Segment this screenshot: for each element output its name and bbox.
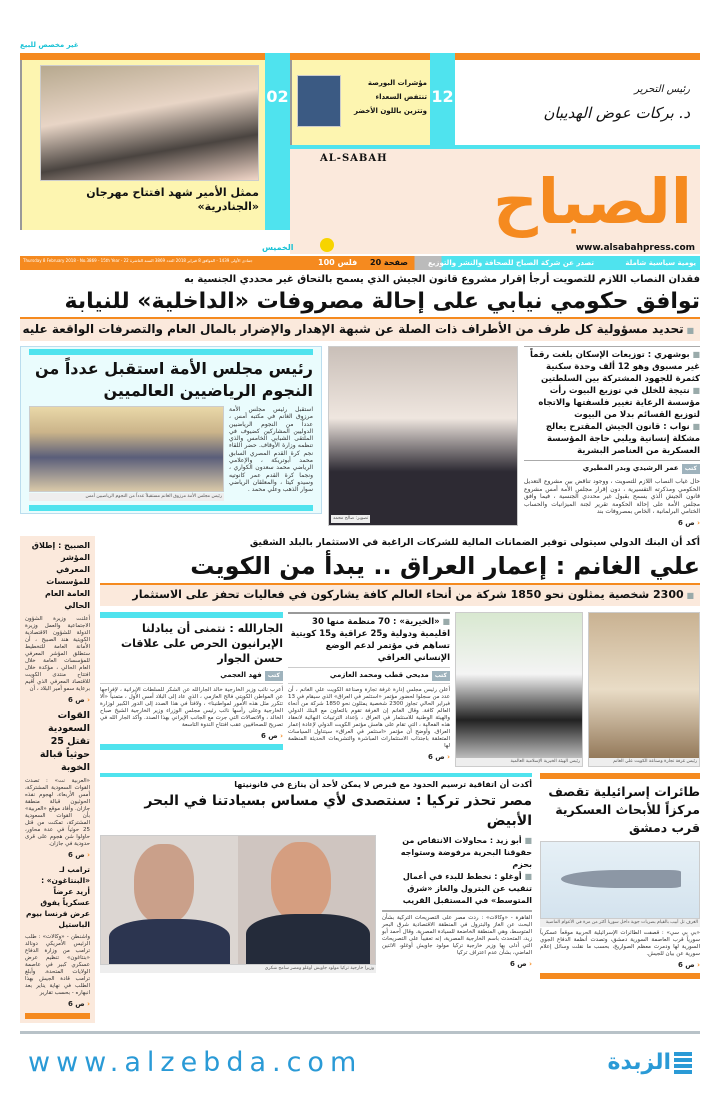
footer-logo: [608, 1049, 692, 1077]
teaser-mid-photo: [297, 75, 341, 127]
info-price: 100 فلس: [318, 258, 358, 267]
iraq-body: أعلن رئيس مجلس إدارة غرفة تجارة وصناعة الكويت علي الغانم ، أن عدد من سجلوا لحضور مؤتمر «استثمر في العراق» الذي سيقام في 13 فبراير الحالي تجاوز 2300 شخصية يمثلون نحو 1850 شركة من أنحاء العالم كافة. وقال الغانم إن الغرفة تقوم بالتعاون مع البنك الدولي والهيئة الوطنية للاستثمار في العراق ، بإعداد الترتيبات النهائية لانعقاد هذه الفعالية ، التي تقام على هامش مؤتمر الكويت الدولي لإعادة إعمار العراق. وأوضح أن مؤتمر «استثمر في العراق» سيتناول السياسات المتعلقة باجتذاب الاستثمارات المباشرة والتشريعات الحديثة المنظمة لها: [288, 686, 450, 749]
sidebar-body: أعلنت وزيرة الشؤون الاجتماعية والعمل وزيرة الدولة للشؤون الاقتصادية الكويتية هند الصبيح ، أن الأمانة العامة للتخطيط ستطلق المؤشر المعرفي للمؤسسات العامة خلال العام الحالي ، مؤكدة خلال افتتاح منتدى الكويت للاقتصاد المعرفي الذي أقيم برعاية سمو أمير البلاد ، أن: [25, 615, 90, 692]
masthead: [20, 53, 700, 256]
masthead-top-bar: [20, 53, 700, 60]
jarallah-headline: الجارالله : نتمنى أن يبادلنا الإيرانيون الحرص على علاقات حسن الجوار: [121, 621, 283, 665]
footer-logo-text: الزبدة: [607, 1049, 671, 1075]
iraq-headline: علي الغانم : إعمار العراق .. يبدأ من الكويت: [190, 551, 700, 580]
day-label: الخميس: [262, 243, 294, 252]
jarallah-body: أعرب نائب وزير الخارجية خالد الجارالله عن الشكر للسلطات الإيرانية ، لإفراجها عن المواطن الكويتي فالح العازمي ، الذي عاد إلى البلاد أمس الأول ، متمنياً «ألا تتكرر مثل هذه الأمور لمواطنينا» ، ولافتاً في هذا الصدد إلى الدور الكبير لوزارة الخارجية وعلى رأسها نائب رئيس مجلس الوزراء وزير الخارجية الشيخ صباح الخالد ، والاتصالات التي جرت مع الجانب الإيراني بهذا الصدد. وأكد الجار الله في تصريح للصحافيين عقب افتتاح الندوة التاسعة: [100, 686, 283, 728]
egypt-headline: مصر تحذر تركيا : سنتصدى لأي مساس بسيادتنا في البحر الأبيض: [144, 792, 532, 829]
lead-bullets: [524, 346, 700, 528]
bottom-bar-left: [25, 1013, 90, 1019]
teaser-left-page-number: 02: [266, 87, 289, 106]
lead-page-ref[interactable]: ‹ ص 6: [524, 518, 700, 528]
lead-photo: [328, 346, 518, 526]
egypt-photo: [100, 835, 376, 965]
lead-bullet: ■ نتيجة للخلل في توزيع البيوت رأت مؤسسة الرعاية تغيير فلسفتها والاتجاه لتوزيع القسائم بدلا من البيوت: [524, 385, 700, 421]
teaser-mid-line: وتتزين باللون الأخضر: [353, 107, 427, 115]
egypt-israel-row: [100, 773, 700, 979]
byline-tag: كتب: [432, 671, 450, 681]
egypt-bullet: ■ أوغلو : نخطط للبدء في أعمال تنقيب عن البترول والغاز «شرق المتوسط» في المستقبل القريب: [382, 871, 532, 907]
lead-subhead: ■ تحديد مسؤولية كل طرف من الأطراف ذات الصلة عن شبهة الإهدار والإضرار بالمال العام والتصرفات الواقعة عليه: [20, 319, 700, 341]
lead-bullet: ■ بوشهري : توزيعات الإسكان بلغت رقماً غير مسبوق وهو 12 ألف وحدة سكنية كثمرة للجهود المشتركة بين السلطتين: [524, 349, 700, 385]
iraq-side-article: [288, 612, 450, 762]
footer-url[interactable]: www.alzebda.com: [28, 1046, 363, 1078]
sidebar-headline: الصبيح : إطلاق المؤشر المعرفي للمؤسسات العامة العام الحالي: [31, 540, 90, 610]
footer: [20, 1046, 700, 1080]
iraq-photo-1: [588, 612, 700, 767]
bottom-bar-right: [540, 973, 700, 979]
teaser-mid-line: تنتفض السعداء: [375, 93, 427, 101]
sidebar-headline: القوات السعودية تقتل 25 حوثياً قبالة الخوبة: [39, 709, 90, 773]
egypt-body: القاهرة - «وكالات» : ردت مصر على التصريحات التركية بشأن البحث عن الغاز والبترول في المنطقة الاقتصادية شرق البحر المتوسط، وهي المنطقة الخاضعة للسيادة المصرية. وقال أحمد أبو زيد، المتحدث باسم الخارجية المصرية، إنه تعقيباً على التصريحات التي أدلى بها وزير خارجية تركيا مولود جاويش أوغلو، الاثنين الماضي، بشأن عدم اعتراف تركيا: [382, 914, 532, 956]
iraq-side-headline: ■ «الخيرية» : 70 منظمة منها 30 اقليمية ودولية و25 عراقية و15 كويتية تساهم في مؤتمر لدعم الوضع الإنساني العراقي: [288, 616, 450, 664]
iraq-page-ref[interactable]: ‹ ص 6: [288, 752, 450, 762]
teaser-mid-line: مؤشرات البورصة: [367, 79, 427, 87]
speaker-caption: رئيس مجلس الأمة مرزوق الغانم مستقبلاً عدداً من النجوم الرياضيين أمس: [29, 493, 224, 501]
iraq-photo-2: [455, 612, 583, 767]
israel-photo: [540, 841, 700, 919]
editor-label: رئيس التحرير: [634, 84, 690, 95]
egypt-page-ref[interactable]: ‹ ص 6: [382, 959, 532, 969]
main-column: [100, 536, 700, 979]
teaser-mid-page-number: 12: [431, 87, 454, 106]
lead-kicker: فقدان النصاب اللازم للتصويت أرجأ إقرار مشروع قانون الجيش الذي يسمح بالتحاق غير محددي الجنسية به: [184, 274, 700, 285]
sidebar-page-ref[interactable]: ‹ ص 6: [25, 999, 90, 1009]
egypt-caption: وزيرا خارجية تركيا مولود جاويش أوغلو ومصر سامح شكري: [100, 965, 376, 973]
info-publisher: تصدر عن شركة الصباح للصحافة والنشر والتوزيع: [428, 259, 594, 267]
israel-body: «بي بي سي» : قصفت الطائرات الإسرائيلية الحربية موقعاً عسكرياً سورياً قرب العاصمة السورية دمشق، وتصدت أنظمة الدفاع الجوي السورية لها ودمرت معظم الصواريخ، بحسب ما نقلت وسائل إعلام سورية عن بيان للجيش.: [540, 929, 700, 957]
israel-top-bar: [540, 773, 700, 779]
israel-caption: الغرف تل أبيب بالقيام بضربات جوية داخل سوريا أكثر من مرة في الأعوام الماضية: [540, 919, 700, 927]
egypt-top-bar: [100, 773, 532, 777]
iraq-subhead: ■ 2300 شخصية يمثلون نحو 1850 شركة من أنحاء العالم كافة يشاركون في فعاليات تحفز على الاستثمار: [100, 585, 700, 606]
lead-byline: عمر الرشيدي وبدر المطيري: [582, 464, 679, 472]
lower-section: [20, 536, 700, 1023]
teaser-mid: [290, 60, 430, 145]
lead-body: حال غياب النصاب اللازم للتصويت ، ووجود تناقض بين مشروع التعديل الحكومي ومذكرته التفسيرية ، دون إقرار مجلس الأمة أمس مشروع قانون الجيش الذي يسمح بقبول غير محددي الجنسية ، فيما وافق مجلس الأمة على إحالة الحكومة تقرير لجنة الميزانيات والحساب الختامي البرلمانية ، الخاص بمصروفات بند: [524, 478, 700, 515]
egypt-kicker: أكدت أن اتفاقية ترسيم الحدود مع قبرص لا يمكن لأحد أن ينازع في قانونيتها: [234, 779, 532, 789]
lead-bullet: ■ نواب : قانون الجيش المقترح يعالج مشكلة إنسانية ويلبي حاجة المؤسسة العسكرية من العناصر البشرية: [524, 421, 700, 457]
speaker-photo: [29, 406, 224, 492]
lead-row: [20, 346, 700, 528]
footer-menu-icon: [674, 1052, 692, 1074]
logo-en: AL-SABAH: [320, 153, 388, 164]
egypt-side: [382, 835, 532, 969]
israel-headline: طائرات إسرائيلية تقصف مركزاً للأبحاث العسكرية قرب دمشق: [548, 783, 700, 835]
sidebar-page-ref[interactable]: ‹ ص 6: [25, 850, 90, 860]
info-pages: 20 صفحة: [370, 258, 409, 267]
page: [20, 38, 700, 1080]
logo-dot: [320, 238, 334, 252]
iraq-row: [100, 612, 700, 767]
editor-name: د. بركات عوض الهديبان: [543, 104, 690, 122]
jarallah-byline: فهد العجمي: [220, 670, 262, 679]
website[interactable]: www.alsabahpress.com: [575, 243, 695, 253]
speaker-box: [20, 346, 322, 514]
teaser-left-page: [265, 53, 290, 230]
info-bar: [20, 256, 700, 270]
sidebar-body: «العربية نت» : تصدت القوات السعودية المشتركة، أمس الأربعاء، لهجوم نفذه الحوثيون قبالة منطقة جازان. وأفاد موقع «العربية» بأن القوات السعودية المشتركة، تمكنت من قتل 25 حوثياً في عدة محاور، حاولوا شن هجوم على قرى حدودية في جازان.: [25, 777, 90, 847]
lead-photo-caption: تصوير: صالح محمد: [333, 516, 369, 521]
lead-headline: توافق حكومي نيابي على إحالة مصروفات «الداخلية» للنيابة: [64, 289, 700, 314]
egypt-article: [100, 773, 532, 973]
teaser-left-headline: ممثل الأمير شهد افتتاح مهرجان «الجنادرية»: [86, 186, 259, 213]
israel-page-ref[interactable]: ‹ ص 6: [540, 960, 700, 970]
jarallah-page-ref[interactable]: ‹ ص 6: [100, 731, 283, 741]
iraq-caption-2: رئيس الهيئة الخيرية الإسلامية العالمية: [456, 758, 582, 766]
sidebar-headline: ترامب لـ «البنتاغون» : أريد عرضاً عسكرياً يفوق عرض فرنسا بيوم الباستيل: [25, 864, 90, 929]
teaser-left: [20, 60, 265, 230]
info-date: Thursday 8 February 2018 - No.3869 - 15th Year - 22 جمادى الأولى 1439 - الموافق 8 فبراير 2018 العدد 3869 السنة العاشرة: [23, 258, 253, 263]
info-tagline: يومية سياسية شاملة: [625, 259, 696, 267]
sidebar-page-ref[interactable]: ‹ ص 6: [25, 695, 90, 705]
teaser-left-photo: [40, 65, 259, 181]
byline-tag: كتب: [682, 464, 700, 474]
logo-ar: الصباح: [493, 165, 692, 238]
jarallah-article: [100, 612, 283, 750]
bottom-rule: [20, 1031, 700, 1034]
byline-tag: كتب: [265, 671, 283, 681]
sidebar-body: واشنطن - «وكالات» : طلب الرئيس الأمريكي دونالد ترامب من وزارة الدفاع «بنتاغون» تنظيم عرض عسكري كبير في عاصمة الولايات المتحدة. وأبلغ ترامب قادة الجيش بهذا الطلب في نهاية يناير بعد انبهاره - بحسب تقارير: [25, 933, 90, 996]
teaser-mid-page: [430, 53, 455, 145]
left-sidebar: [20, 536, 95, 1023]
iraq-kicker: أكد أن البنك الدولي سيتولى توفير الضمانات المالية للشركات الراغبة في الاستثمار بالبلد الشقيق: [249, 536, 700, 548]
israel-article: [540, 773, 700, 979]
teaser-mid-text: [343, 76, 427, 118]
iraq-caption-1: رئيس غرفة تجارة وصناعة الكويت علي الغانم: [589, 758, 699, 766]
egypt-bullet: ■ أبو زيد : محاولات الانتقاص من حقوقنا البحرية مرفوضة وستواجه بحزم: [382, 835, 532, 871]
not-for-sale-label: غير مخصص للبيع: [20, 41, 79, 49]
speaker-headline: رئيس مجلس الأمة استقبل عدداً من النجوم الرياضيين العالميين: [34, 359, 313, 400]
iraq-byline: مديحي قطب ومحمد العازمي: [329, 670, 429, 679]
speaker-body: استقبل رئيس مجلس الأمة مرزوق الغانم في مكتبه أمس ، عدداً من النجوم الرياضيين الدوليين المشاركين كضيوف في الملتقى الشبابي الخامس والذي تنظمه وزارة الأوقاف. حضر اللقاء نجم كرة القدم المصري السابق محمد أبوتريكة ، والإعلامي الرياضي محمد سعدون الكواري ، ونجما كرة القدم عمر كانوتيه وسيدو كيتا ، والمعلقان الرياضي سوار الذهب وعلي محمد .: [229, 406, 313, 494]
